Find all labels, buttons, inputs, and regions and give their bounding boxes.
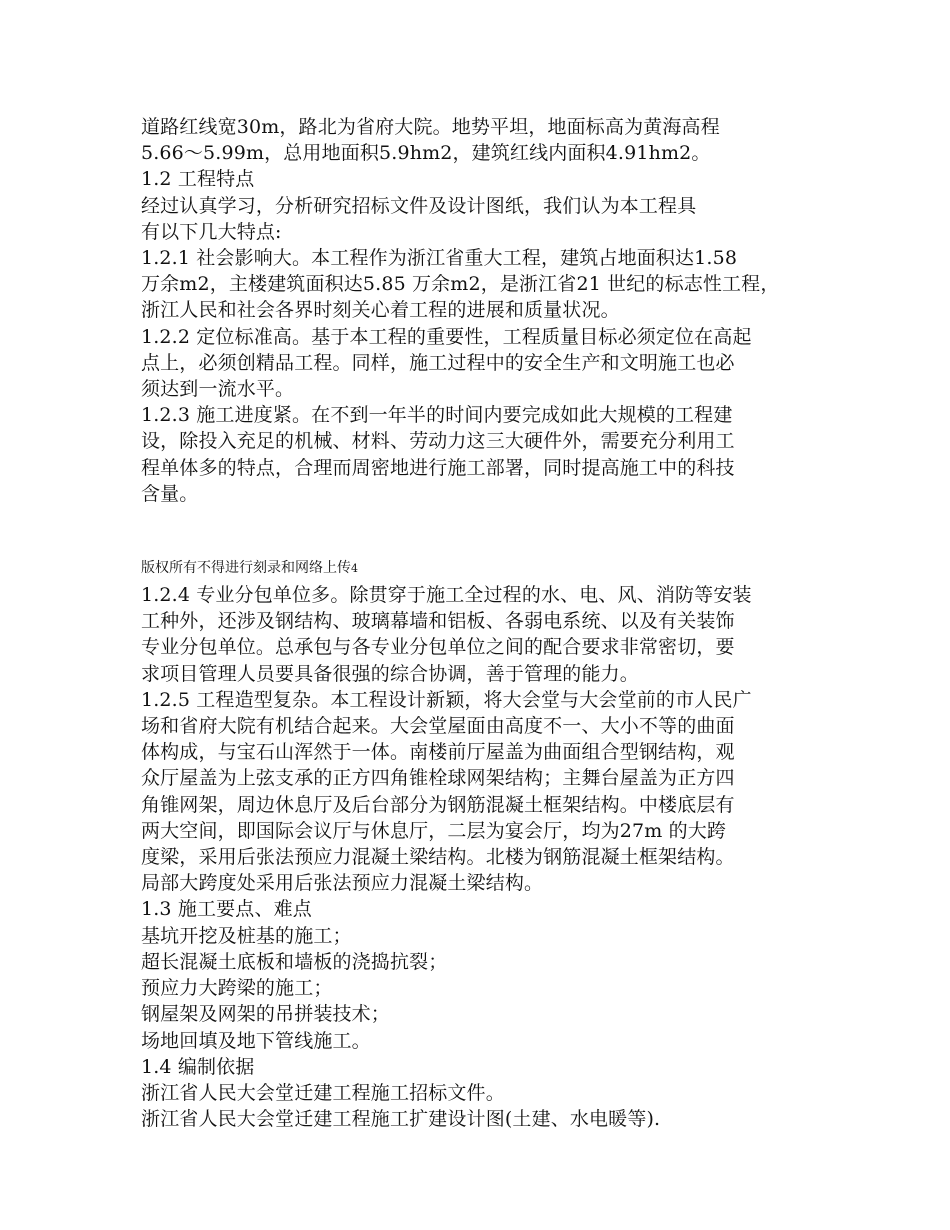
text-line: 场地回填及地下管线施工。	[141, 1029, 371, 1052]
page-number: 4	[351, 562, 358, 576]
text-line: 设，除投入充足的机械、材料、劳动力这三大硬件外，需要充分利用工	[141, 430, 735, 453]
text-line: 浙江省人民大会堂迁建工程施工招标文件。	[141, 1081, 505, 1104]
text-line: 含量。	[141, 482, 199, 505]
text-line: 1.2.3 施工进度紧。在不到一年半的时间内要完成如此大规模的工程建	[141, 404, 733, 427]
text-line: 浙江人民和社会各界时刻关心着工程的进展和质量状况。	[141, 299, 620, 322]
text-line: 须达到一流水平。	[141, 378, 295, 401]
text-line: 求项目管理人员要具备很强的综合协调，善于管理的能力。	[141, 662, 639, 685]
bottom-section	[141, 582, 821, 1132]
text-line: 浙江省人民大会堂迁建工程施工扩建设计图(土建、水电暖等).	[141, 1108, 661, 1131]
text-line: 道路红线宽30m，路北为省府大院。地势平坦，地面标高为黄海高程	[141, 116, 720, 138]
text-line: 两大空间，即国际会议厅与休息厅，二层为宴会厅，均为27m 的大跨	[141, 819, 727, 842]
text-line: 角锥网架，周边休息厅及后台部分为钢筋混凝土框架结构。中楼底层有	[141, 793, 735, 816]
text-line: 众厅屋盖为上弦支承的正方四角锥栓球网架结构；主舞台屋盖为正方四	[141, 767, 735, 790]
text-line: 超长混凝土底板和墙板的浇捣抗裂；	[141, 950, 448, 973]
text-line: 1.2.1 社会影响大。本工程作为浙江省重大工程，建筑占地面积达1.58	[141, 247, 738, 270]
text-line: 体构成，与宝石山浑然于一体。南楼前厅屋盖为曲面组合型钢结构，观	[141, 741, 735, 764]
text-line: 专业分包单位。总承包与各专业分包单位之间的配合要求非常密切，要	[141, 636, 735, 659]
text-line: 程单体多的特点，合理而周密地进行施工部署，同时提高施工中的科技	[141, 456, 735, 479]
text-line: 度梁，采用后张法预应力混凝土梁结构。北楼为钢筋混凝土框架结构。	[141, 846, 735, 869]
text-line: 1.2.2 定位标准高。基于本工程的重要性，工程质量目标必须定位在高起	[141, 325, 752, 348]
text-line: 点上，必须创精品工程。同样，施工过程中的安全生产和文明施工也必	[141, 351, 735, 374]
text-line: 钢屋架及网架的吊拼装技术；	[141, 1003, 390, 1026]
text-line: 工种外，还涉及钢结构、玻璃幕墙和铝板、各弱电系统、以及有关装饰	[141, 610, 735, 633]
section-heading: 1.3 施工要点、难点	[141, 898, 312, 921]
text-line: 经过认真学习，分析研究招标文件及设计图纸，我们认为本工程具	[141, 194, 697, 217]
text-line: 局部大跨度处采用后张法预应力混凝土梁结构。	[141, 872, 544, 895]
section-heading: 1.4 编制依据	[141, 1055, 255, 1078]
copyright-text: 版权所有不得进行刻录和网络上传	[141, 560, 351, 577]
text-line: 预应力大跨梁的施工；	[141, 977, 333, 1000]
text-line: 1.2.4 专业分包单位多。除贯穿于施工全过程的水、电、风、消防等安装	[141, 584, 752, 607]
text-line: 1.2.5 工程造型复杂。本工程设计新颖，将大会堂与大会堂前的市人民广	[141, 688, 752, 711]
text-line: 基坑开挖及桩基的施工；	[141, 924, 352, 947]
text-line: 5.66～5.99m，总用地面积5.9hm2，建筑红线内面积4.91hm2。	[141, 142, 711, 165]
section-heading: 1.2 工程特点	[141, 168, 255, 191]
top-section	[141, 114, 821, 507]
copyright-note	[141, 555, 821, 582]
text-line: 万余m2，主楼建筑面积达5.85 万余m2，是浙江省21 世纪的标志性工程，	[141, 273, 780, 296]
page-gap	[141, 507, 821, 555]
document-page	[141, 114, 821, 1132]
text-line: 场和省府大院有机结合起来。大会堂屋面由高度不一、大小不等的曲面	[141, 715, 735, 738]
text-line: 有以下几大特点:	[141, 220, 282, 243]
